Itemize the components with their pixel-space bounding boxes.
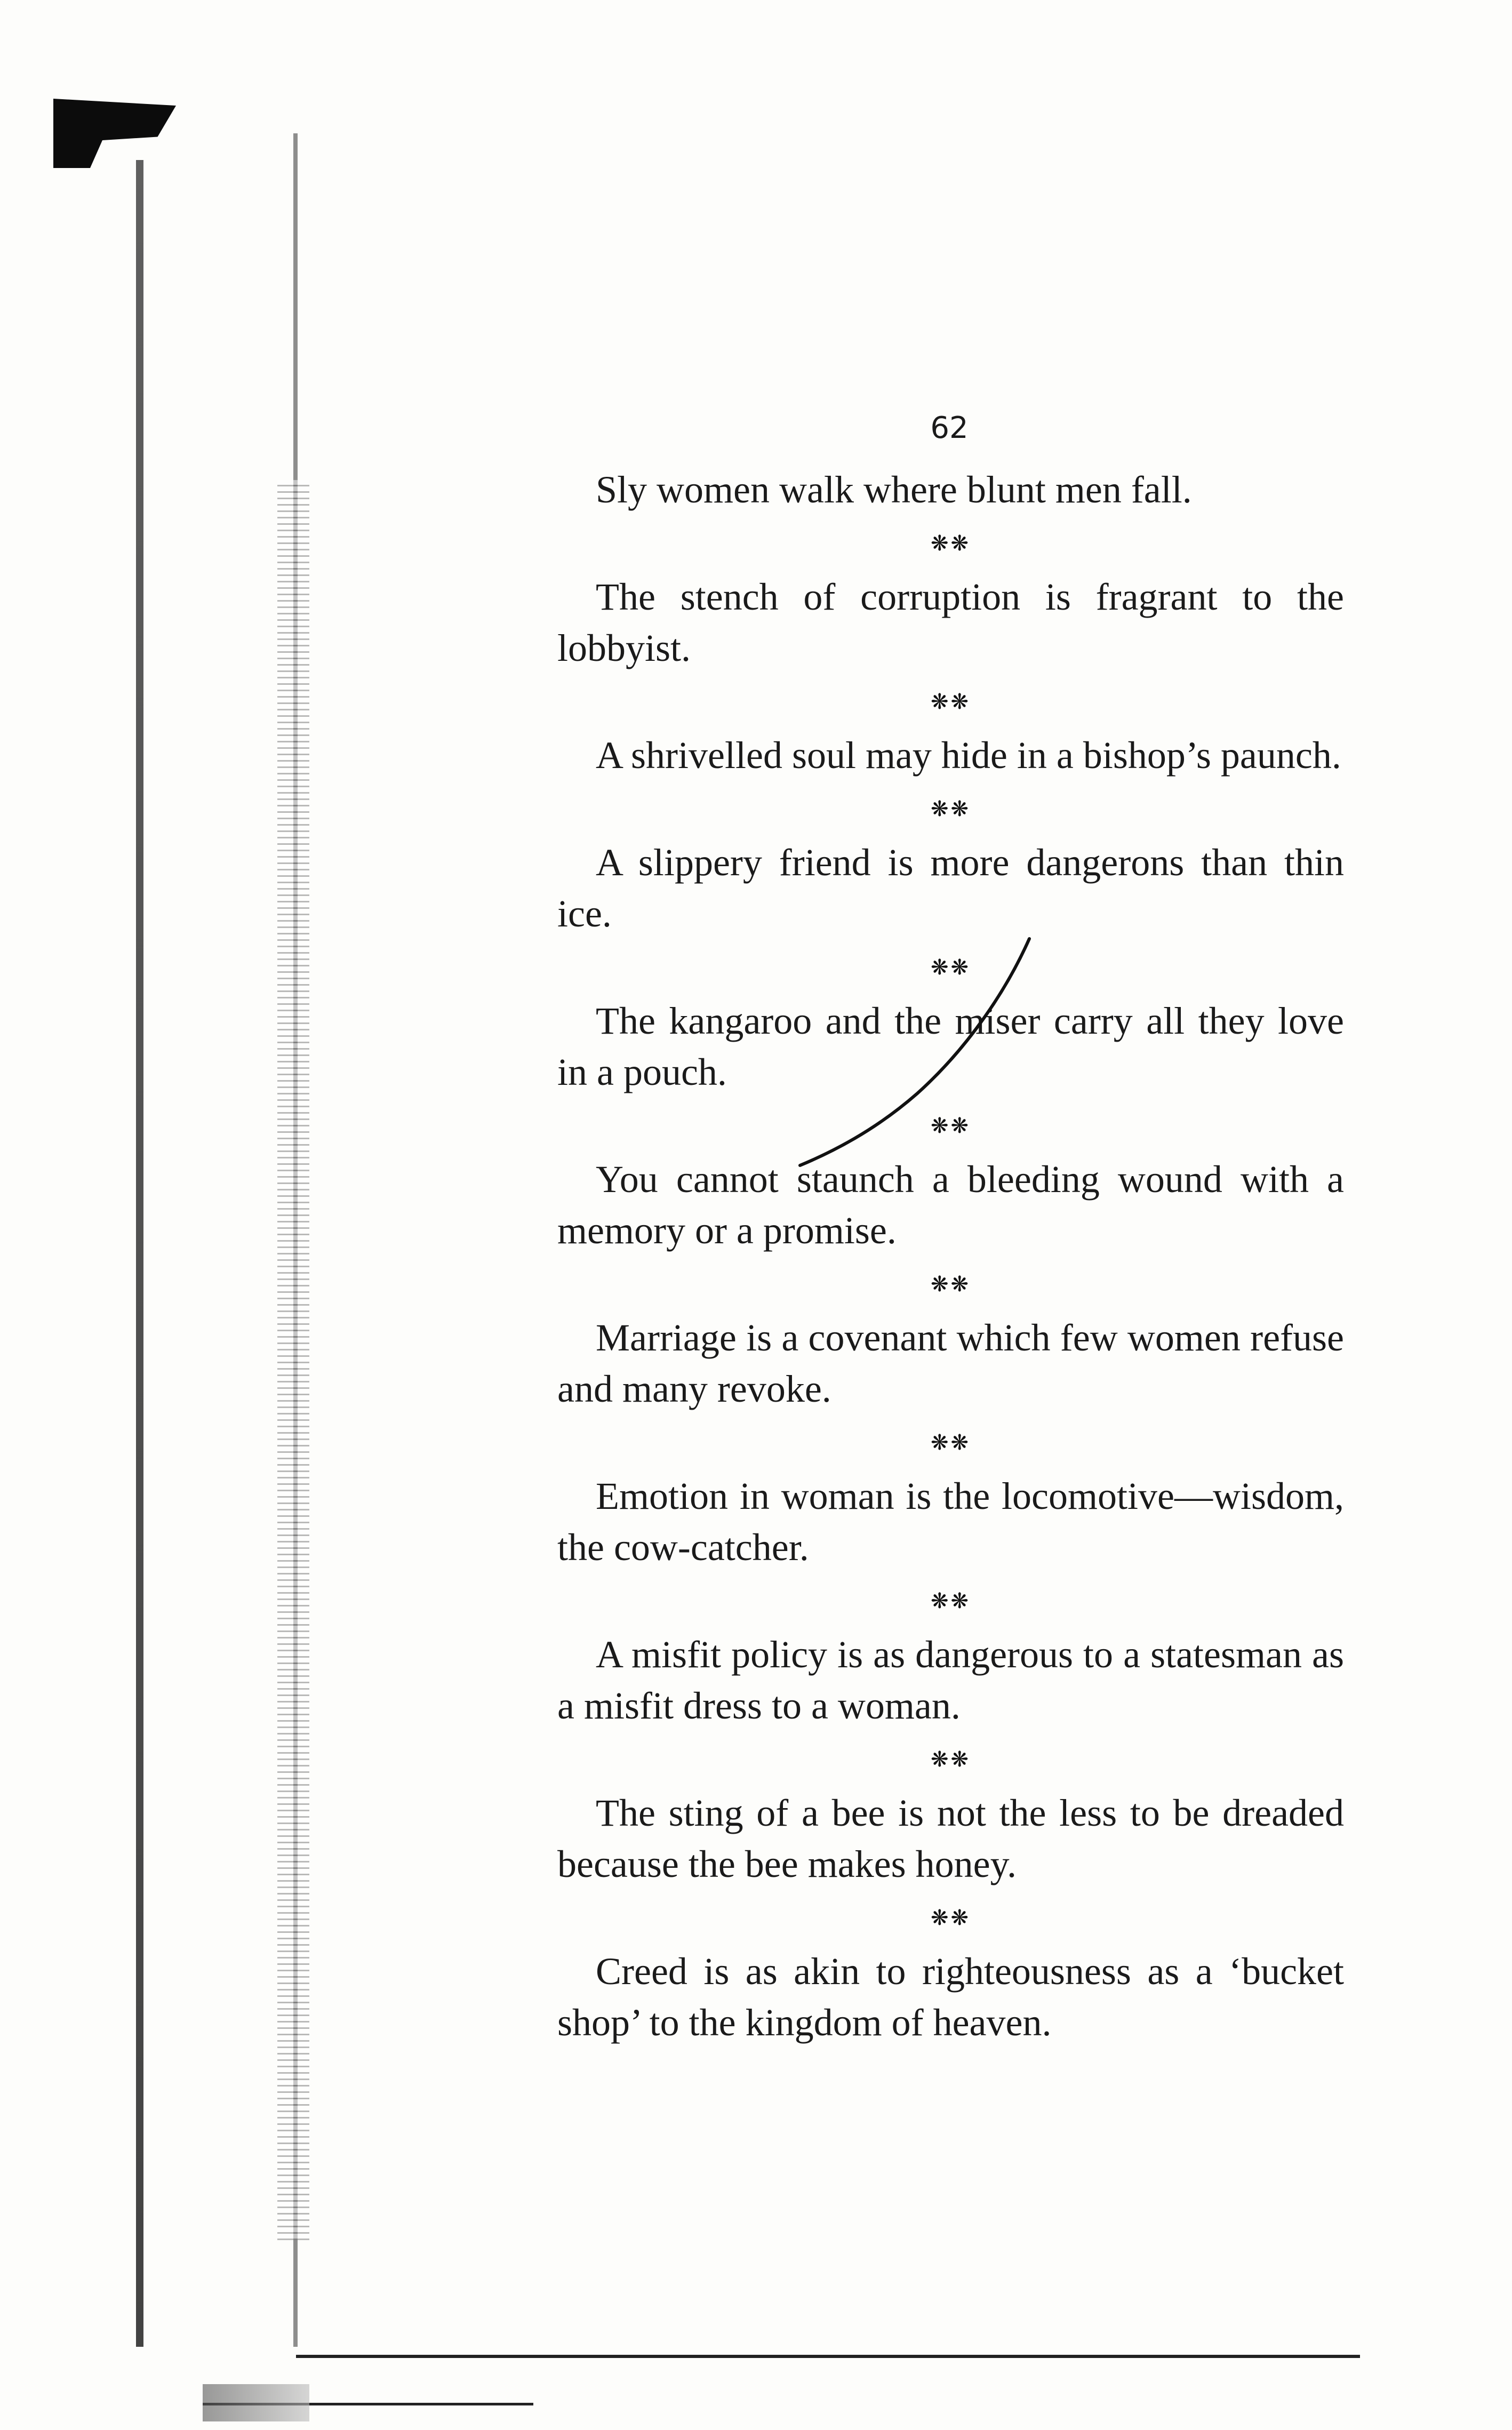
separator-ornament: [557, 781, 1344, 837]
aphorism: Marriage is a covenant which few women refuse and many revoke.: [557, 1316, 1344, 1410]
aphorism: You cannot staunch a bleeding wound with a memory or a promise.: [557, 1158, 1344, 1252]
aphorism: The kangaroo and the miser carry all they love in a pouch.: [557, 1000, 1344, 1093]
separator-marks: ❋❋: [930, 796, 971, 821]
aphorism: The stench of corruption is fragrant to the lobbyist.: [557, 575, 1344, 669]
ink-blot: [53, 99, 176, 168]
separator-ornament: [557, 515, 1344, 571]
separator-marks: ❋❋: [930, 955, 971, 980]
aphorism: The sting of a bee is not the less to be dreaded because the bee makes honey.: [557, 1792, 1344, 1885]
separator-marks: ❋❋: [930, 1747, 971, 1772]
separator-ornament: [557, 1890, 1344, 1946]
page-corner-shadow: [203, 2384, 309, 2421]
aphorism: A slippery friend is more dangerons than thin ice.: [557, 841, 1344, 935]
aphorism: A shrivelled soul may hide in a bishop’s paunch.: [596, 734, 1341, 777]
separator-marks: ❋❋: [930, 689, 971, 714]
separator-ornament: [557, 1256, 1344, 1312]
scan-speckle-column: [277, 480, 309, 2240]
separator-ornament: [557, 674, 1344, 730]
page-edge-line: [296, 2355, 1360, 2358]
aphorism: Sly women walk where blunt men fall.: [596, 468, 1192, 511]
separator-marks: ❋❋: [930, 531, 971, 556]
separator-marks: ❋❋: [930, 1272, 971, 1297]
separator-ornament: [557, 1731, 1344, 1787]
aphorism-list: [557, 464, 1344, 2048]
binding-shadow-line: [136, 160, 143, 2347]
aphorism: A misfit policy is as dangerous to a statesman as a misfit dress to a woman.: [557, 1633, 1344, 1727]
separator-marks: ❋❋: [930, 1905, 971, 1930]
separator-marks: ❋❋: [930, 1588, 971, 1613]
pen-mark-stroke: [795, 939, 1040, 1173]
aphorism: Emotion in woman is the locomotive—wisdom, the cow-catcher.: [557, 1475, 1344, 1569]
separator-ornament: [557, 1414, 1344, 1470]
aphorism: Creed is as akin to righteousness as a ‘bucket shop’ to the kingdom of heaven.: [557, 1950, 1344, 2044]
separator-marks: ❋❋: [930, 1430, 971, 1455]
separator-ornament: [557, 1573, 1344, 1629]
separator-marks: ❋❋: [930, 1113, 971, 1138]
page-number: 62: [930, 411, 969, 445]
